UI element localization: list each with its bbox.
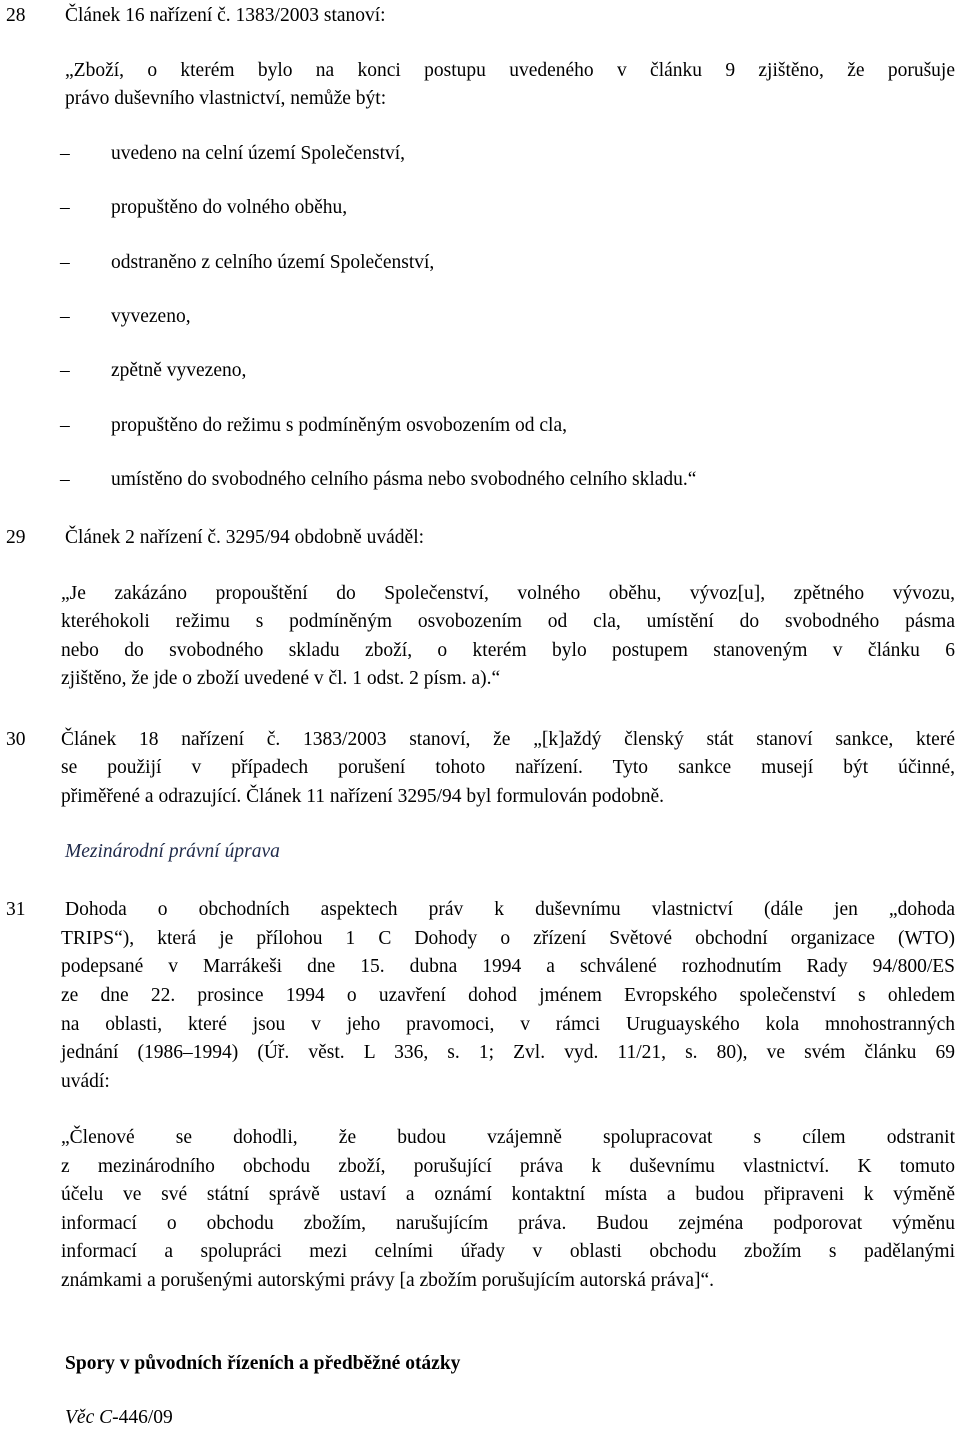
list-dash: – [60,252,70,273]
list-dash: – [60,197,70,218]
case-reference-number: -446/09 [112,1407,173,1428]
paragraph-28-quote-line-1: „Zboží, o kterém bylo na konci postupu uvedeného v článku 9 zjištěno, že porušuje [65,60,955,81]
list-item-5: zpětně vyvezeno, [111,360,247,381]
paragraph-29-intro: Článek 2 nařízení č. 3295/94 obdobně uváděl: [65,527,425,548]
list-dash: – [60,415,70,436]
paragraph-28-quote-line-2: právo duševního vlastnictví, nemůže být: [65,88,387,109]
list-item-2: propuštěno do volného oběhu, [111,197,348,218]
list-dash: – [60,469,70,490]
paragraph-30-line-2: se použijí v případech porušení tohoto nařízení. Tyto sankce musejí být účinné, [61,757,955,778]
paragraph-number-31: 31 [6,899,26,920]
list-item-4: vyvezeno, [111,306,191,327]
paragraph-31-quote-line-3: účelu ve své státní správě ustaví a oznámí kontaktní místa a budou připraveni k výměně [61,1184,955,1205]
paragraph-31-line-4: ze dne 22. prosince 1994 o uzavření dohod jménem Evropského společenství s ohledem [61,985,955,1006]
case-reference [65,1406,173,1430]
paragraph-31-line-2: TRIPS“), která je přílohou 1 C Dohody o zřízení Světové obchodní organizace (WTO) [61,928,955,949]
paragraph-29-quote-line-4: zjištěno, že jde o zboží uvedené v čl. 1 odst. 2 písm. a).“ [61,668,501,689]
section-heading: Mezinárodní právní úprava [65,841,280,862]
list-item-1: uvedeno na celní území Společenství, [111,143,406,164]
paragraph-31-line-7: uvádí: [61,1071,110,1092]
list-dash: – [60,360,70,381]
bold-section-heading: Spory v původních řízeních a předběžné otázky [65,1353,461,1374]
list-item-7: umístěno do svobodného celního pásma nebo svobodného celního skladu.“ [111,469,697,490]
paragraph-31-line-6: jednání (1986–1994) (Úř. věst. L 336, s. 1; Zvl. vyd. 11/21, s. 80), ve svém článku 69 [61,1042,955,1063]
case-reference-prefix: Věc C [65,1407,113,1428]
list-dash: – [60,143,70,164]
list-item-3: odstraněno z celního území Společenství, [111,252,435,273]
paragraph-29-quote-line-2: kteréhokoli režimu s podmíněným osvobozením od cla, umístění do svobodného pásma [61,611,955,632]
paragraph-number-28: 28 [6,5,26,26]
paragraph-31-quote-line-6: známkami a porušenými autorskými právy [a zbožím porušujícím autorská práva]“. [61,1270,715,1291]
paragraph-31-quote-line-1: „Členové se dohodli, že budou vzájemně spolupracovat s cílem odstranit [61,1127,955,1148]
paragraph-31-quote-line-2: z mezinárodního obchodu zboží, porušující práva k duševnímu vlastnictví. K tomuto [61,1156,955,1177]
paragraph-31-quote-line-5: informací a spolupráci mezi celními úřady v oblasti obchodu zbožím s padělanými [61,1241,955,1262]
paragraph-31-line-1: Dohoda o obchodních aspektech práv k duševnímu vlastnictví (dále jen „dohoda [65,899,955,920]
paragraph-31-quote-line-4: informací o obchodu zbožím, narušujícím práva. Budou zejména podporovat výměnu [61,1213,955,1234]
list-item-6: propuštěno do režimu s podmíněným osvobozením od cla, [111,415,568,436]
paragraph-31-line-5: na oblasti, které jsou v jeho pravomoci, v rámci Uruguayského kola mnohostranných [61,1014,955,1035]
paragraph-29-quote-line-1: „Je zakázáno propouštění do Společenství, volného oběhu, vývoz[u], zpětného vývozu, [61,583,955,604]
paragraph-number-30: 30 [6,729,26,750]
list-dash: – [60,306,70,327]
paragraph-28-intro: Článek 16 nařízení č. 1383/2003 stanoví: [65,5,386,26]
paragraph-30-line-3: přiměřené a odrazující. Článek 11 nařízení 3295/94 byl formulován podobně. [61,786,665,807]
paragraph-30-line-1: Článek 18 nařízení č. 1383/2003 stanoví, že „[k]aždý členský stát stanoví sankce, které [61,729,955,750]
paragraph-31-line-3: podepsané v Marrákeši dne 15. dubna 1994 a schválené rozhodnutím Rady 94/800/ES [61,956,955,977]
paragraph-29-quote-line-3: nebo do svobodného skladu zboží, o kterém bylo postupem stanoveným v článku 6 [61,640,955,661]
paragraph-number-29: 29 [6,527,26,548]
